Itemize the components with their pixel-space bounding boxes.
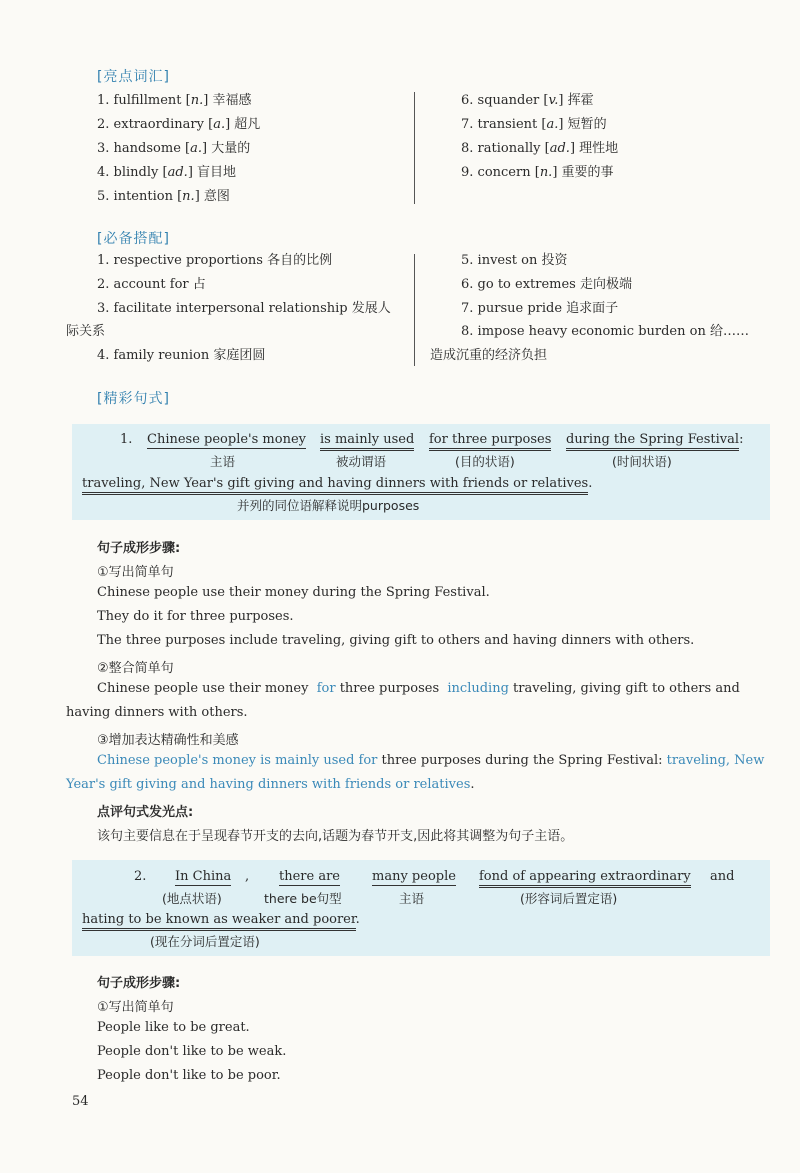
sentence-2-number: 2. <box>134 869 147 884</box>
sentence-2-adjective-attribute: fond of appearing extraordinary <box>479 869 691 888</box>
vocab-item: 9. concern [n.] 重要的事 <box>461 165 614 180</box>
vocab-item: 4. blindly [ad.] 盲目地 <box>97 165 237 180</box>
sentence-1-appositive-role: 并列的同位语解释说明purposes <box>237 498 420 513</box>
vocab-column-divider <box>414 92 415 204</box>
sentence-1-subject-role: 主语 <box>210 454 236 469</box>
phrase-item: 5. invest on 投资 <box>461 253 568 268</box>
sentence-2-place-adverbial: In China <box>175 869 232 884</box>
merged-sentence-line-1: Chinese people use their money for three purposes including traveling, giving gift to others and <box>97 681 740 696</box>
sentence-1-subject: Chinese people's money <box>147 432 306 447</box>
vocab-item: 5. intention [n.] 意图 <box>97 189 230 204</box>
steps-1-step-two: ②整合简单句 <box>97 661 174 676</box>
vocab-item: 7. transient [a.] 短暂的 <box>461 117 607 132</box>
sentence-2-subject-role: 主语 <box>399 891 425 906</box>
page-number: 54 <box>72 1094 89 1109</box>
phrase-item-continued: 造成沉重的经济负担 <box>430 348 548 363</box>
simple-sentence: The three purposes include traveling, giving gift to others and having dinners with others. <box>97 633 695 648</box>
simple-sentence: Chinese people use their money during the Spring Festival. <box>97 585 490 600</box>
steps-1-step-one: ①写出简单句 <box>97 565 174 580</box>
simple-sentence: People don't like to be poor. <box>97 1068 281 1083</box>
vocab-section-title: [亮点词汇] <box>97 69 170 85</box>
phrase-item-continued: 际关系 <box>66 324 106 339</box>
sentence-2-period: . <box>355 912 360 927</box>
sentence-1-time-adverbial: during the Spring Festival <box>566 432 739 451</box>
vocab-item: 8. rationally [ad.] 理性地 <box>461 141 619 156</box>
steps-1-step-three: ③增加表达精确性和美感 <box>97 733 239 748</box>
vocab-item: 6. squander [v.] 挥霍 <box>461 93 594 108</box>
merged-sentence-line-2: having dinners with others. <box>66 705 248 720</box>
sentence-1-appositive: traveling, New Year's gift giving and having dinners with friends or relatives <box>82 476 588 495</box>
sentence-2-place-role: (地点状语) <box>162 891 222 906</box>
simple-sentence: People don't like to be weak. <box>97 1044 287 1059</box>
simple-sentence: People like to be great. <box>97 1020 250 1035</box>
sentence-2-participle-attribute: hating to be known as weaker and poorer <box>82 912 356 931</box>
sentence-2-comma: , <box>245 869 250 884</box>
highlight-for: for <box>316 681 336 696</box>
steps-1-heading: 句子成形步骤: <box>97 541 181 556</box>
steps-2-step-one: ①写出简单句 <box>97 1000 174 1015</box>
vocab-item: 2. extraordinary [a.] 超凡 <box>97 117 261 132</box>
vocab-right-list <box>461 89 761 185</box>
phrases-column-divider <box>414 254 415 366</box>
highlight-appositive-end: Year's gift giving and having dinners with friends or relatives <box>66 777 471 792</box>
steps-2-heading: 句子成形步骤: <box>97 976 181 991</box>
sentence-2-subject: many people <box>372 869 456 884</box>
sentence-2-participle-role: (现在分词后置定语) <box>150 934 260 949</box>
simple-sentence: They do it for three purposes. <box>97 609 294 624</box>
sentence-1-purpose-adverbial: for three purposes <box>429 432 551 451</box>
highlight-including: including <box>447 681 509 696</box>
phrases-section-title: [必备搭配] <box>97 231 170 247</box>
highlight-appositive-start: traveling, New <box>666 753 765 768</box>
sentence-2-there-are: there are <box>279 869 340 884</box>
vocab-item: 1. fulfillment [n.] 幸福感 <box>97 93 252 108</box>
phrase-item: 7. pursue pride 追求面子 <box>461 301 619 316</box>
phrase-item: 3. facilitate interpersonal relationship 发展人 <box>97 301 391 316</box>
phrase-item: 1. respective proportions 各自的比例 <box>97 253 333 268</box>
vocab-left-list <box>97 89 407 209</box>
sentence-2-and: and <box>710 869 735 884</box>
phrase-item: 2. account for 占 <box>97 277 206 292</box>
sentence-1-period: . <box>588 476 593 491</box>
highlight-subject-predicate: Chinese people's money is mainly used for <box>97 753 378 768</box>
comment-text: 该句主要信息在于呈现春节开支的去向,话题为春节开支,因此将其调整为句子主语。 <box>97 829 574 844</box>
final-sentence-line-2: Year's gift giving and having dinners with friends or relatives. <box>66 777 475 792</box>
sentence-1-predicate: is mainly used <box>320 432 414 451</box>
phrase-item: 6. go to extremes 走向极端 <box>461 277 632 292</box>
patterns-section-title: [精彩句式] <box>97 391 170 407</box>
sentence-1-number: 1. <box>120 432 133 447</box>
sentence-1-purpose-role: (目的状语) <box>455 454 515 469</box>
sentence-1-time-role: (时间状语) <box>612 454 672 469</box>
comment-heading: 点评句式发光点: <box>97 805 194 820</box>
sentence-2-adjective-role: (形容词后置定语) <box>520 891 618 906</box>
vocab-item: 3. handsome [a.] 大量的 <box>97 141 251 156</box>
sentence-1-colon: : <box>739 432 744 447</box>
phrase-item: 4. family reunion 家庭团圆 <box>97 348 266 363</box>
final-sentence-line-1: Chinese people's money is mainly used for three purposes during the Spring Festival: traveling, New <box>97 753 765 768</box>
phrase-item: 8. impose heavy economic burden on 给…… <box>461 324 749 339</box>
sentence-2-there-be-role: there be句型 <box>264 891 342 906</box>
sentence-1-predicate-role: 被动谓语 <box>336 454 387 469</box>
